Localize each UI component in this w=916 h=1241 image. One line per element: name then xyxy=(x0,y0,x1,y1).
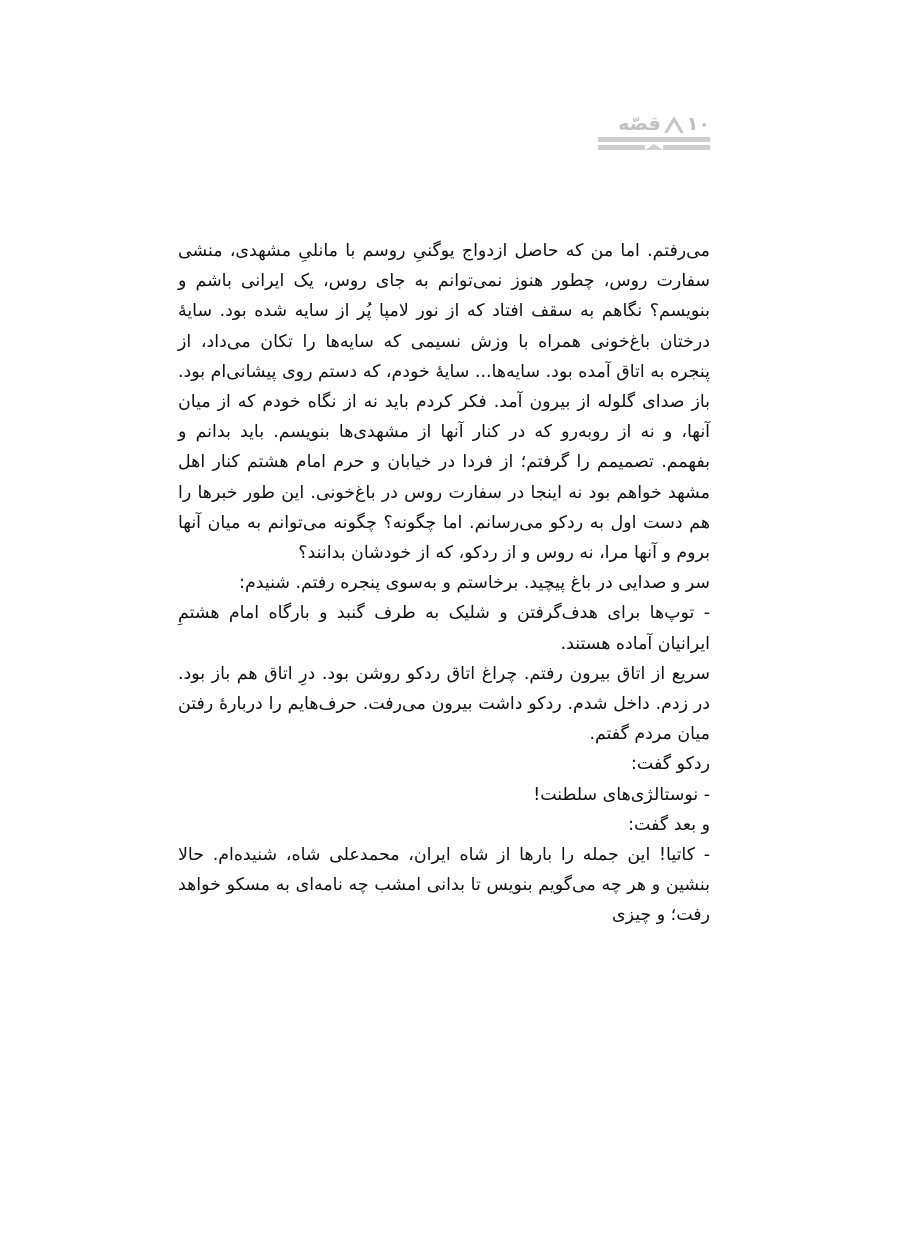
running-header xyxy=(0,112,916,156)
paragraph: و بعد گفت: xyxy=(628,814,710,835)
body-text xyxy=(178,236,710,931)
running-header-content xyxy=(598,112,710,156)
header-rule xyxy=(598,137,710,142)
book-running-title: قصّه xyxy=(618,113,661,135)
paragraph: - نوستالژی‌های سلطنت! xyxy=(533,784,710,805)
caret-ornament-icon xyxy=(661,112,687,136)
paragraph: می‌رفتم. اما من که حاصل ازدواج یوگنیِ روسم با مانلیِ مشهدی، منشی سفارت روس، چطور هنوز نمی‌توانم به جای روس، یک ایرانی باشم و بنویسم؟ نگاهم به سقف افتاد که از نور لامپا پُر از سایه شده بود. سایهٔ درختان باغ‌خونی همراه با وزش نسیمی که سایه‌ها را تکان می‌داد، از پنجره به اتاق آمده بود. سایه‌ها... سایهٔ خودم، که دستم روی پیشانی‌ام بود. باز صدای گلوله از بیرون آمد. فکر کردم باید نه از نگاه خودم که از میان آنها، و نه از روبه‌رو که در کنار آنها از مشهدی‌ها بنویسم. باید بدانم و بفهمم. تصمیمم را گرفتم؛ از فردا در خیابان و حرم امام هشتم کنار اهل مشهد خواهم بود نه اینجا در سفارت روس در باغ‌خونی. این طور خبرها را هم دست اول به ردکو می‌رسانم. اما چگونه؟ چگونه می‌توانم به میان آنها بروم و آنها مرا، نه روس و از ردکو، که از خودشان بدانند؟ xyxy=(178,241,710,564)
paragraph: - توپ‌ها برای هدف‌گرفتن و شلیک به طرف گنبد و بارگاه امام هشتمِ ایرانیان آماده هستند. xyxy=(178,603,710,654)
paragraph: سر و صدایی در باغ پیچید. برخاستم و به‌سوی پنجره رفتم. شنیدم: xyxy=(239,573,710,594)
paragraph: ردکو گفت: xyxy=(631,754,710,775)
page-number: ۱۰ xyxy=(686,113,710,135)
paragraph: - کاتیا! این جمله را بارها از شاه ایران، محمدعلی شاه، شنیده‌ام. حالا بنشین و هر چه می‌گویم بنویس تا بدانی امشب چه نامه‌ای به مسکو خواهد رفت؛ و چیزی xyxy=(178,845,710,926)
paragraph: سریع از اتاق بیرون رفتم. چراغ اتاق ردکو روشن بود. درِ اتاق هم باز بود. در زدم. داخل شدم. ردکو داشت بیرون می‌رفت. حرف‌هایم را دربارهٔ رفتن میان مردم گفتم. xyxy=(178,663,710,745)
